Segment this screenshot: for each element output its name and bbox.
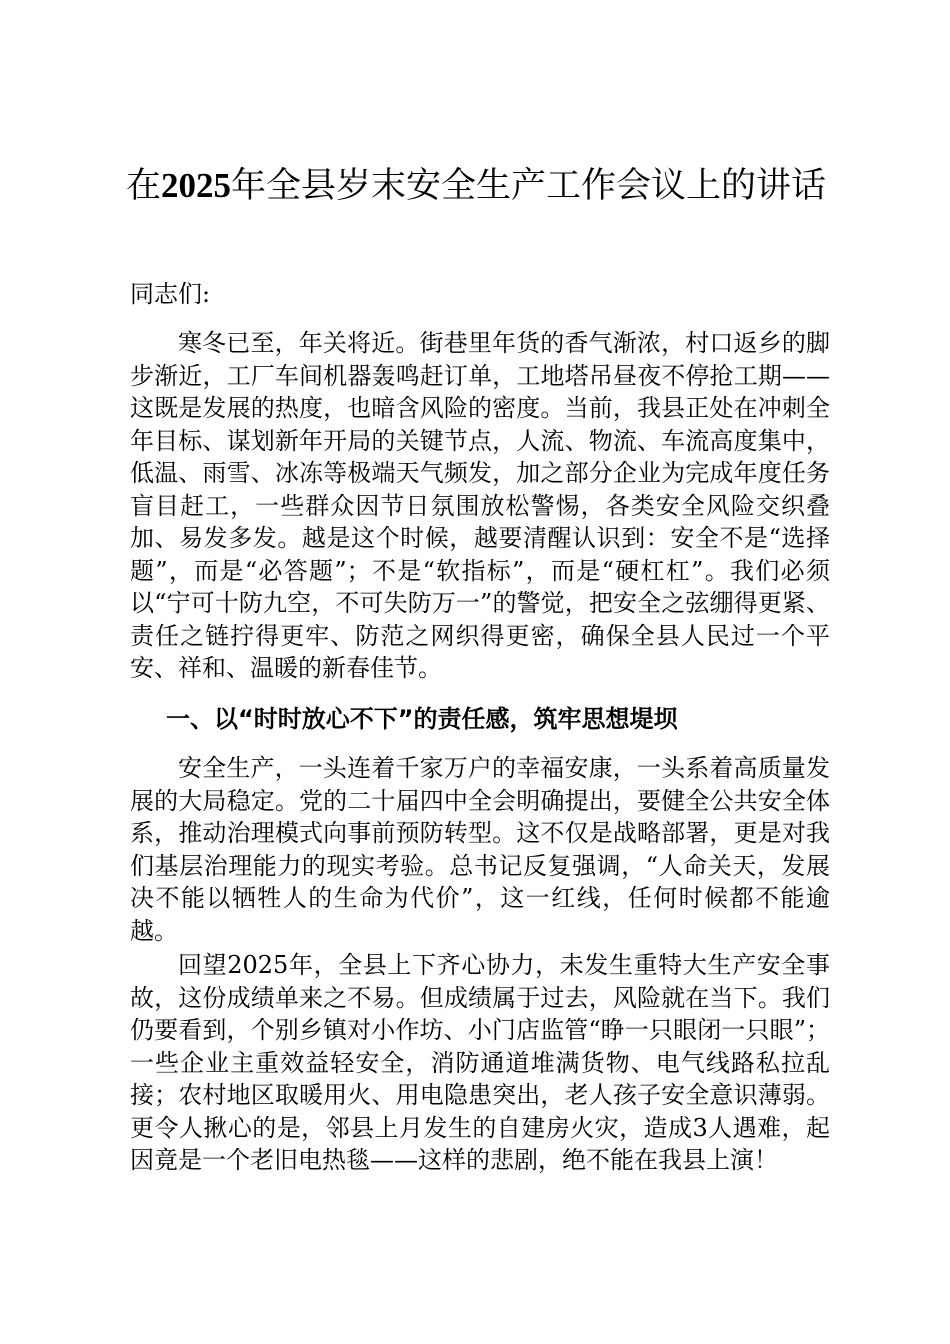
- title-rest: 年全县岁末安全生产工作会议上的讲话: [231, 166, 827, 206]
- document-title: [120, 160, 832, 212]
- title-prefix: 在: [125, 166, 161, 206]
- paragraph-intro: 寒冬已至，年关将近。街巷里年货的香气渐浓，村口返乡的脚步渐近，工厂车间机器轰鸣赶订单，工地塔吊昼夜不停抢工期——这既是发展的热度，也暗含风险的密度。当前，我县正处在冲刺全年目标、谋划新年开局的关键节点，人流、物流、车流高度集中，低温、雨雪、冰冻等极端天气频发，加之部分企业为完成年度任务盲目赶工，一些群众因节日氛围放松警惕，各类安全风险交织叠加、易发多发。越是这个时候，越要清醒认识到：安全不是“选择题”，而是“必答题”；不是“软指标”，而是“硬杠杠”。我们必须以“宁可十防九空，不可失防万一”的警觉，把安全之弦绷得更紧、责任之链拧得更牢、防范之网织得更密，确保全县人民过一个平安、祥和、温暖的新春佳节。: [130, 329, 830, 682]
- title-year: 2025: [161, 166, 231, 205]
- paragraph-body-2: 回望2025年，全县上下齐心协力，未发生重特大生产安全事故，这份成绩单来之不易。但成绩属于过去，风险就在当下。我们仍要看到，个别乡镇对小作坊、小门店监管“睁一只眼闭一只眼”；一些企业主重效益轻安全，消防通道堆满货物、电气线路私拉乱接；农村地区取暖用火、用电隐患突出，老人孩子安全意识薄弱。更令人揪心的是，邻县上月发生的自建房火灾，造成3人遇难，起因竟是一个老旧电热毯——这样的悲剧，绝不能在我县上演！: [130, 951, 830, 1174]
- paragraph-body-1: 安全生产，一头连着千家万户的幸福安康，一头系着高质量发展的大局稳定。党的二十届四中全会明确提出，要健全公共安全体系，推动治理模式向事前预防转型。这不仅是战略部署，更是对我们基层治理能力的现实考验。总书记反复强调，“人命关天，发展决不能以牺牲人的生命为代价”，这一红线，任何时候都不能逾越。: [130, 754, 830, 945]
- salutation: 同志们:: [130, 280, 211, 308]
- section-heading: 一、以“时时放心不下”的责任感，筑牢思想堤坝: [166, 705, 678, 733]
